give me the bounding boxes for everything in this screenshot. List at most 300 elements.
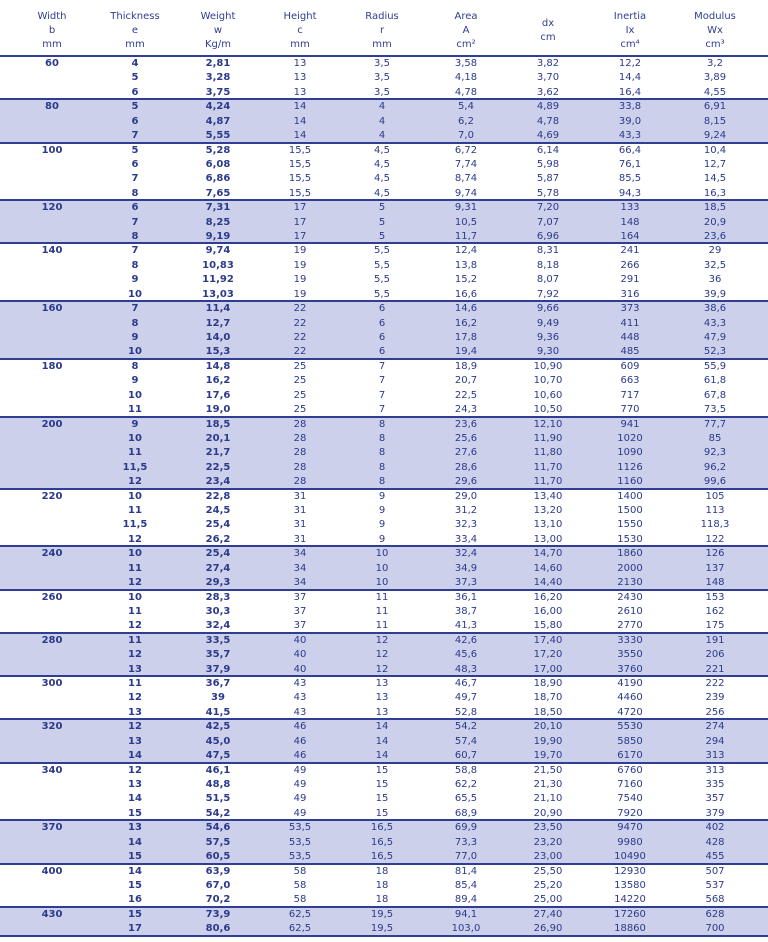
table-row <box>0 821 768 835</box>
cell-radius: 15 <box>375 807 389 819</box>
cell-inertia: 16,4 <box>618 86 642 98</box>
row-group <box>0 675 768 718</box>
table-row <box>0 216 768 230</box>
cell-radius: 8 <box>378 461 386 473</box>
row-group <box>0 589 768 632</box>
cell-inertia: 770 <box>620 404 640 416</box>
cell-width: 140 <box>41 245 63 257</box>
cell-height: 25 <box>293 389 307 401</box>
cell-radius: 4,5 <box>374 158 390 170</box>
cell-dx: 6,96 <box>536 231 560 243</box>
cell-height: 28 <box>293 476 307 488</box>
cell-height: 31 <box>293 505 307 516</box>
cell-area: 45,6 <box>454 649 478 661</box>
cell-thickness: 8 <box>131 317 139 329</box>
cell-weight: 6,86 <box>205 173 231 185</box>
cell-modulus: 92,3 <box>703 447 727 459</box>
cell-weight: 20,1 <box>205 432 231 444</box>
cell-inertia: 1400 <box>617 490 643 502</box>
cell-dx: 11,70 <box>533 461 563 473</box>
cell-dx: 21,50 <box>533 764 563 776</box>
cell-weight: 54,6 <box>205 822 231 834</box>
cell-dx: 3,70 <box>536 72 560 84</box>
cell-dx: 13,00 <box>533 533 563 545</box>
cell-area: 65,5 <box>454 793 478 805</box>
cell-modulus: 428 <box>705 836 725 848</box>
cell-radius: 15 <box>375 764 389 776</box>
cell-radius: 19,5 <box>370 923 394 935</box>
cell-radius: 7 <box>378 389 386 401</box>
cell-width: 370 <box>41 822 63 834</box>
cell-area: 25,6 <box>454 432 478 444</box>
header-dx: dx cm <box>540 18 556 43</box>
cell-thickness: 10 <box>128 432 142 444</box>
cell-area: 54,2 <box>454 721 478 733</box>
cell-weight: 14,0 <box>205 331 231 343</box>
cell-dx: 17,20 <box>533 649 563 661</box>
cell-weight: 13,03 <box>202 288 234 300</box>
cell-thickness: 14 <box>128 750 142 762</box>
cell-height: 15,5 <box>288 144 312 156</box>
cell-modulus: 191 <box>705 634 725 646</box>
cell-width: 240 <box>41 548 63 560</box>
cell-thickness: 13 <box>128 822 142 834</box>
cell-modulus: 357 <box>705 793 725 805</box>
cell-area: 6,72 <box>454 144 478 156</box>
cell-width: 340 <box>41 764 63 776</box>
cell-thickness: 14 <box>128 836 142 848</box>
cell-thickness: 12 <box>128 692 142 704</box>
cell-height: 49 <box>293 778 307 790</box>
cell-thickness: 8 <box>131 231 139 243</box>
cell-dx: 9,30 <box>536 346 560 358</box>
row-group <box>0 632 768 675</box>
cell-dx: 23,00 <box>533 851 563 863</box>
cell-height: 28 <box>293 447 307 459</box>
cell-inertia: 7160 <box>617 778 643 790</box>
cell-inertia: 1160 <box>617 476 643 488</box>
cell-inertia: 1860 <box>617 548 643 560</box>
cell-thickness: 15 <box>128 908 142 920</box>
cell-dx: 4,89 <box>536 101 560 113</box>
cell-thickness: 12 <box>128 649 142 661</box>
table-row <box>0 389 768 403</box>
cell-area: 37,3 <box>454 577 478 589</box>
cell-radius: 11 <box>375 620 389 632</box>
cell-area: 17,8 <box>454 331 478 343</box>
cell-width: 80 <box>45 101 59 113</box>
cell-modulus: 67,8 <box>703 389 727 401</box>
cell-thickness: 6 <box>131 202 139 214</box>
cell-inertia: 13580 <box>614 879 646 891</box>
row-group <box>0 142 768 200</box>
table-row <box>0 504 768 518</box>
cell-weight: 19,0 <box>205 404 231 416</box>
cell-height: 19 <box>293 245 307 257</box>
cell-dx: 7,92 <box>536 288 560 300</box>
cell-weight: 10,83 <box>202 259 234 271</box>
cell-area: 14,6 <box>454 303 478 315</box>
cell-inertia: 17260 <box>614 908 646 920</box>
cell-weight: 9,19 <box>205 231 231 243</box>
cell-weight: 73,9 <box>205 908 231 920</box>
cell-height: 40 <box>293 634 307 646</box>
cell-modulus: 85 <box>708 432 722 444</box>
cell-area: 73,3 <box>454 836 478 848</box>
cell-radius: 5 <box>378 202 386 214</box>
cell-weight: 9,74 <box>205 245 231 257</box>
table-row <box>0 158 768 172</box>
cell-modulus: 20,9 <box>703 216 727 228</box>
cell-thickness: 10 <box>128 490 142 502</box>
cell-area: 4,18 <box>454 72 478 84</box>
cell-area: 77,0 <box>454 851 478 863</box>
cell-inertia: 9470 <box>617 822 643 834</box>
cell-modulus: 12,7 <box>703 158 727 170</box>
cell-height: 15,5 <box>288 173 312 185</box>
cell-thickness: 11 <box>128 447 142 459</box>
cell-dx: 7,07 <box>536 216 560 228</box>
cell-thickness: 10 <box>128 591 142 603</box>
cell-modulus: 162 <box>705 605 725 617</box>
cell-weight: 16,2 <box>205 375 231 387</box>
row-group <box>0 863 768 906</box>
cell-area: 68,9 <box>454 807 478 819</box>
cell-radius: 11 <box>375 591 389 603</box>
cell-weight: 5,55 <box>205 130 231 142</box>
cell-radius: 9 <box>378 519 386 531</box>
cell-thickness: 9 <box>131 274 139 286</box>
cell-modulus: 52,3 <box>703 346 727 358</box>
cell-dx: 11,90 <box>533 432 563 444</box>
cell-inertia: 3550 <box>617 649 643 661</box>
cell-dx: 25,20 <box>533 879 563 891</box>
cell-height: 22 <box>293 303 307 315</box>
cell-weight: 15,3 <box>205 346 231 358</box>
cell-width: 200 <box>41 418 63 430</box>
cell-area: 20,7 <box>454 375 478 387</box>
cell-modulus: 700 <box>705 923 725 935</box>
header-radius: Radius r mm <box>365 11 399 50</box>
cell-area: 12,4 <box>454 245 478 257</box>
cell-weight: 29,3 <box>205 577 231 589</box>
cell-weight: 28,3 <box>205 591 231 603</box>
table-row <box>0 259 768 273</box>
cell-weight: 63,9 <box>205 865 231 877</box>
cell-dx: 9,49 <box>536 317 560 329</box>
table-row <box>0 100 768 114</box>
table-row <box>0 172 768 186</box>
cell-height: 46 <box>293 735 307 747</box>
table-row <box>0 677 768 691</box>
cell-inertia: 14,4 <box>618 72 642 84</box>
cell-inertia: 266 <box>620 259 640 271</box>
cell-radius: 4 <box>378 101 386 113</box>
cell-height: 17 <box>293 202 307 214</box>
cell-dx: 17,40 <box>533 634 563 646</box>
cell-dx: 14,40 <box>533 577 563 589</box>
cell-width: 100 <box>41 144 63 156</box>
cell-modulus: 122 <box>705 533 725 545</box>
cell-area: 7,74 <box>454 158 478 170</box>
cell-radius: 12 <box>375 649 389 661</box>
cell-weight: 46,1 <box>205 764 231 776</box>
cell-radius: 3,5 <box>374 72 390 84</box>
cell-radius: 6 <box>378 331 386 343</box>
cell-modulus: 335 <box>705 778 725 790</box>
cell-height: 53,5 <box>288 836 312 848</box>
cell-height: 34 <box>293 562 307 574</box>
cell-modulus: 313 <box>705 750 725 762</box>
cell-radius: 4,5 <box>374 187 390 199</box>
cell-radius: 16,5 <box>370 851 394 863</box>
cell-modulus: 32,5 <box>703 259 727 271</box>
cell-radius: 10 <box>375 577 389 589</box>
cell-area: 49,7 <box>454 692 478 704</box>
cell-modulus: 8,15 <box>703 115 727 127</box>
cell-thickness: 13 <box>128 663 142 675</box>
cell-height: 49 <box>293 807 307 819</box>
cell-dx: 10,50 <box>533 404 563 416</box>
cell-modulus: 18,5 <box>703 202 727 214</box>
cell-height: 28 <box>293 418 307 430</box>
cell-height: 13 <box>293 86 307 98</box>
cell-radius: 9 <box>378 505 386 516</box>
cell-modulus: 175 <box>705 620 725 632</box>
cell-radius: 11 <box>375 605 389 617</box>
cell-inertia: 12,2 <box>618 58 642 69</box>
cell-height: 46 <box>293 750 307 762</box>
cell-modulus: 126 <box>705 548 725 560</box>
cell-radius: 5,5 <box>374 274 390 286</box>
table-row <box>0 865 768 879</box>
table-row <box>0 317 768 331</box>
cell-dx: 18,50 <box>533 706 563 718</box>
cell-weight: 30,3 <box>205 605 231 617</box>
table-row <box>0 778 768 792</box>
cell-modulus: 222 <box>705 678 725 690</box>
cell-thickness: 10 <box>128 548 142 560</box>
cell-inertia: 9980 <box>617 836 643 848</box>
cell-radius: 4 <box>378 130 386 142</box>
cell-inertia: 6170 <box>617 750 643 762</box>
cell-height: 19 <box>293 274 307 286</box>
cell-dx: 23,20 <box>533 836 563 848</box>
table-row <box>0 648 768 662</box>
cell-area: 15,2 <box>454 274 478 286</box>
cell-radius: 19,5 <box>370 908 394 920</box>
cell-thickness: 5 <box>131 144 139 156</box>
cell-radius: 6 <box>378 303 386 315</box>
cell-height: 34 <box>293 577 307 589</box>
cell-radius: 10 <box>375 562 389 574</box>
cell-modulus: 43,3 <box>703 317 727 329</box>
cell-width: 430 <box>41 908 63 920</box>
row-group <box>0 488 768 546</box>
cell-inertia: 2130 <box>617 577 643 589</box>
cell-inertia: 373 <box>620 303 640 315</box>
cell-area: 23,6 <box>454 418 478 430</box>
cell-height: 28 <box>293 461 307 473</box>
cell-area: 42,6 <box>454 634 478 646</box>
cell-area: 9,74 <box>454 187 478 199</box>
row-group <box>0 545 768 588</box>
cell-weight: 47,5 <box>205 750 231 762</box>
table-row <box>0 201 768 215</box>
cell-area: 8,74 <box>454 173 478 185</box>
cell-height: 14 <box>293 115 307 127</box>
cell-modulus: 3,89 <box>703 72 727 84</box>
table-row <box>0 720 768 734</box>
cell-weight: 42,5 <box>205 721 231 733</box>
cell-radius: 8 <box>378 432 386 444</box>
row-group <box>0 906 768 935</box>
row-group <box>0 819 768 862</box>
cell-dx: 14,60 <box>533 562 563 574</box>
cell-area: 69,9 <box>454 822 478 834</box>
cell-radius: 14 <box>375 721 389 733</box>
cell-modulus: 402 <box>705 822 725 834</box>
cell-weight: 32,4 <box>205 620 231 632</box>
cell-weight: 24,5 <box>205 505 231 516</box>
cell-radius: 13 <box>375 706 389 718</box>
cell-height: 28 <box>293 432 307 444</box>
cell-radius: 8 <box>378 418 386 430</box>
cell-radius: 15 <box>375 778 389 790</box>
cell-inertia: 4190 <box>617 678 643 690</box>
row-group <box>0 98 768 141</box>
cell-inertia: 43,3 <box>618 130 642 142</box>
cell-weight: 11,92 <box>202 274 234 286</box>
cell-area: 9,31 <box>454 202 478 214</box>
cell-thickness: 15 <box>128 879 142 891</box>
cell-thickness: 5 <box>131 72 139 84</box>
cell-thickness: 10 <box>128 288 142 300</box>
cell-thickness: 6 <box>131 115 139 127</box>
table-row <box>0 432 768 446</box>
cell-dx: 8,07 <box>536 274 560 286</box>
table-row <box>0 591 768 605</box>
cell-height: 46 <box>293 721 307 733</box>
cell-weight: 80,6 <box>205 923 231 935</box>
cell-thickness: 11 <box>128 505 142 516</box>
cell-radius: 7 <box>378 360 386 372</box>
cell-height: 22 <box>293 317 307 329</box>
cell-modulus: 294 <box>705 735 725 747</box>
row-group <box>0 718 768 761</box>
cell-inertia: 10490 <box>614 851 646 863</box>
cell-dx: 13,10 <box>533 519 563 531</box>
table-row <box>0 57 768 71</box>
cell-inertia: 2610 <box>617 605 643 617</box>
cell-dx: 16,20 <box>533 591 563 603</box>
table-row <box>0 302 768 316</box>
cell-radius: 12 <box>375 634 389 646</box>
cell-area: 3,58 <box>454 58 478 69</box>
cell-radius: 13 <box>375 692 389 704</box>
cell-height: 25 <box>293 360 307 372</box>
cell-inertia: 7540 <box>617 793 643 805</box>
table-row <box>0 605 768 619</box>
cell-thickness: 6 <box>131 158 139 170</box>
cell-modulus: 239 <box>705 692 725 704</box>
cell-height: 58 <box>293 879 307 891</box>
cell-width: 160 <box>41 303 63 315</box>
cell-weight: 12,7 <box>205 317 231 329</box>
cell-inertia: 1020 <box>617 432 643 444</box>
cell-height: 58 <box>293 865 307 877</box>
cell-dx: 8,18 <box>536 259 560 271</box>
cell-dx: 20,10 <box>533 721 563 733</box>
cell-inertia: 7920 <box>617 807 643 819</box>
cell-height: 43 <box>293 678 307 690</box>
table-row <box>0 144 768 158</box>
cell-inertia: 14220 <box>614 894 646 906</box>
cell-modulus: 36 <box>708 274 722 286</box>
cell-dx: 8,31 <box>536 245 560 257</box>
cell-area: 32,3 <box>454 519 478 531</box>
cell-dx: 18,70 <box>533 692 563 704</box>
cell-width: 120 <box>41 202 63 214</box>
cell-thickness: 8 <box>131 360 139 372</box>
cell-height: 49 <box>293 764 307 776</box>
cell-thickness: 7 <box>131 303 139 315</box>
cell-weight: 23,4 <box>205 476 231 488</box>
cell-radius: 5 <box>378 231 386 243</box>
cell-weight: 14,8 <box>205 360 231 372</box>
cell-modulus: 23,6 <box>703 231 727 243</box>
cell-thickness: 12 <box>128 533 142 545</box>
cell-thickness: 9 <box>131 331 139 343</box>
cell-height: 19 <box>293 259 307 271</box>
cell-modulus: 256 <box>705 706 725 718</box>
cell-area: 38,7 <box>454 605 478 617</box>
cell-width: 220 <box>41 490 63 502</box>
row-group <box>0 55 768 98</box>
cell-area: 57,4 <box>454 735 478 747</box>
header-inertia: Inertia Ix cm⁴ <box>613 11 647 50</box>
cell-modulus: 77,7 <box>703 418 727 430</box>
cell-thickness: 12 <box>128 620 142 632</box>
cell-weight: 22,5 <box>205 461 231 473</box>
cell-inertia: 2000 <box>617 562 643 574</box>
cell-radius: 5,5 <box>374 288 390 300</box>
cell-dx: 19,90 <box>533 735 563 747</box>
cell-thickness: 11,5 <box>122 461 148 473</box>
cell-weight: 70,2 <box>205 894 231 906</box>
cell-thickness: 11 <box>128 562 142 574</box>
cell-thickness: 7 <box>131 245 139 257</box>
cell-dx: 15,80 <box>533 620 563 632</box>
cell-height: 14 <box>293 130 307 142</box>
cell-weight: 21,7 <box>205 447 231 459</box>
cell-weight: 4,24 <box>205 101 231 113</box>
cell-radius: 6 <box>378 346 386 358</box>
table-row <box>0 331 768 345</box>
cell-area: 27,6 <box>454 447 478 459</box>
cell-dx: 18,90 <box>533 678 563 690</box>
cell-width: 280 <box>41 634 63 646</box>
cell-area: 89,4 <box>454 894 478 906</box>
cell-modulus: 379 <box>705 807 725 819</box>
table-row <box>0 273 768 287</box>
cell-radius: 5 <box>378 216 386 228</box>
cell-height: 17 <box>293 216 307 228</box>
cell-radius: 14 <box>375 735 389 747</box>
cell-inertia: 4720 <box>617 706 643 718</box>
cell-radius: 18 <box>375 879 389 891</box>
cell-radius: 8 <box>378 476 386 488</box>
